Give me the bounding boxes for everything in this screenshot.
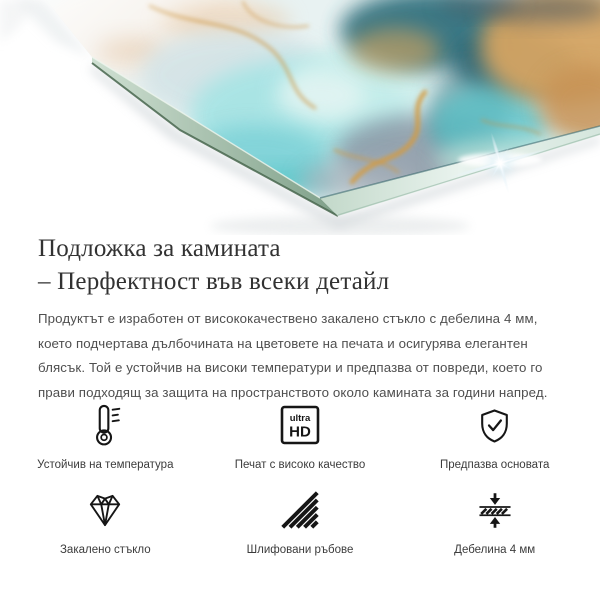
ultra-hd-icon-text-top: ultra [289,413,311,424]
feature-tempered-glass [8,488,203,557]
feature-label: Дебелина 4 мм [454,544,536,556]
feature-thickness [397,488,592,557]
polished-edges-icon [280,488,320,532]
page-title [38,232,568,298]
page-title-line1: Подложка за камината [38,235,281,262]
features-grid [8,403,592,557]
feature-label: Шлифовани ръбове [246,544,354,556]
feature-label: Печат с високо качество [234,459,366,471]
glass-panel-illustration [0,0,600,235]
thickness-icon [476,488,514,532]
feature-label: Закалено стъкло [59,544,151,556]
feature-print-quality [203,403,398,472]
feature-label: Устойчив на температура [37,459,174,471]
feature-temperature [8,403,203,472]
feature-label: Предпазва основата [439,459,550,471]
shield-check-icon [479,403,510,447]
ultra-hd-icon [280,403,320,447]
product-image [0,0,600,235]
page-title-line2: – Перфектност във всеки детайл [38,268,390,295]
feature-polished-edges [203,488,398,557]
ultra-hd-icon-text-bottom: HD [289,423,311,441]
diamond-icon [88,488,122,532]
feature-protection [397,403,592,472]
thermometer-icon [88,403,122,447]
product-description: Продуктът е изработен от висококачествено закалено стъкло с дебелина 4 мм, което подчертава дълбочината на цветовете на печата и осигурява елегантен блясък. Той е устойчив на високи температури и предпазва от повреди, което го прави подходящ за защита на пространството около камината за години напред. [38,311,548,400]
